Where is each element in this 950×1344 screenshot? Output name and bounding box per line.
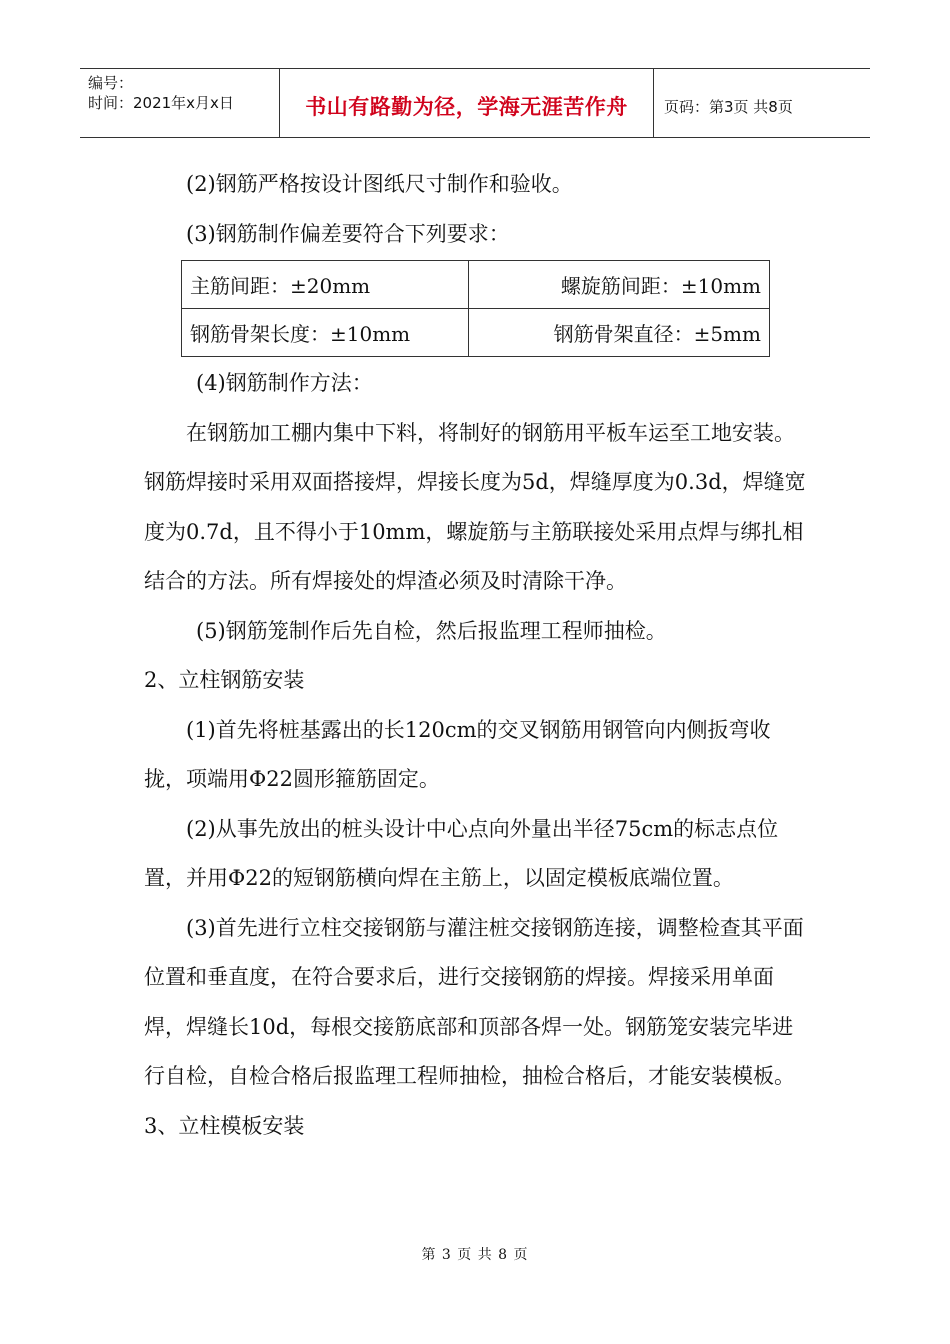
section-heading: 2、立柱钢筋安装 xyxy=(144,668,305,692)
section-heading: 3、立柱模板安装 xyxy=(144,1113,305,1138)
header-motto: 书山有路勤为径，学海无涯苦作舟 xyxy=(280,69,654,137)
number-label: 编号： xyxy=(88,74,134,92)
paragraph: (1)首先将桩基露出的长120cm的交叉钢筋用钢管向内侧扳弯收拢，项端用Φ22圆形箍筋固定。 xyxy=(144,717,771,791)
table-cell: 螺旋筋间距：±10mm xyxy=(469,261,770,309)
paragraph: (5)钢筋笼制作后先自检，然后报监理工程师抽检。 xyxy=(196,618,667,643)
table-cell: 钢筋骨架长度：±10mm xyxy=(182,309,469,357)
table-cell: 主筋间距：±20mm xyxy=(182,261,469,309)
tolerance-table xyxy=(181,260,770,357)
paragraph: (3)钢筋制作偏差要符合下列要求： xyxy=(186,221,510,246)
table-row xyxy=(182,261,770,309)
paragraph: 在钢筋加工棚内集中下料，将制好的钢筋用平板车运至工地安装。钢筋焊接时采用双面搭接焊，焊接长度为5d，焊缝厚度为0.3d，焊缝宽度为0.7d，且不得小于10mm，螺旋筋与主筋联接处采用点焊与绑扎相结合的方法。所有焊接处的焊渣必须及时清除干净。 xyxy=(144,420,806,593)
table-row xyxy=(182,309,770,357)
page-footer: 第 3 页 共 8 页 xyxy=(421,1247,529,1263)
table-cell: 钢筋骨架直径：±5mm xyxy=(469,309,770,357)
page-header xyxy=(80,68,870,138)
header-meta xyxy=(80,69,280,137)
paragraph: (2)从事先放出的桩头设计中心点向外量出半径75cm的标志点位置，并用Φ22的短钢筋横向焊在主筋上，以固定模板底端位置。 xyxy=(144,816,779,890)
paragraph: (4)钢筋制作方法： xyxy=(196,371,373,395)
header-page-info: 页码：第3页 共8页 xyxy=(664,97,793,116)
time-label: 时间：2021年x月x日 xyxy=(88,94,234,112)
paragraph: (3)首先进行立柱交接钢筋与灌注桩交接钢筋连接，调整检查其平面位置和垂直度，在符合要求后，进行交接钢筋的焊接。焊接采用单面焊，焊缝长10d，每根交接筋底部和顶部各焊一处。钢筋笼安装完毕进行自检，自检合格后报监理工程师抽检，抽检合格后，才能安装模板。 xyxy=(144,915,804,1088)
paragraph: (2)钢筋严格按设计图纸尺寸制作和验收。 xyxy=(186,172,573,196)
